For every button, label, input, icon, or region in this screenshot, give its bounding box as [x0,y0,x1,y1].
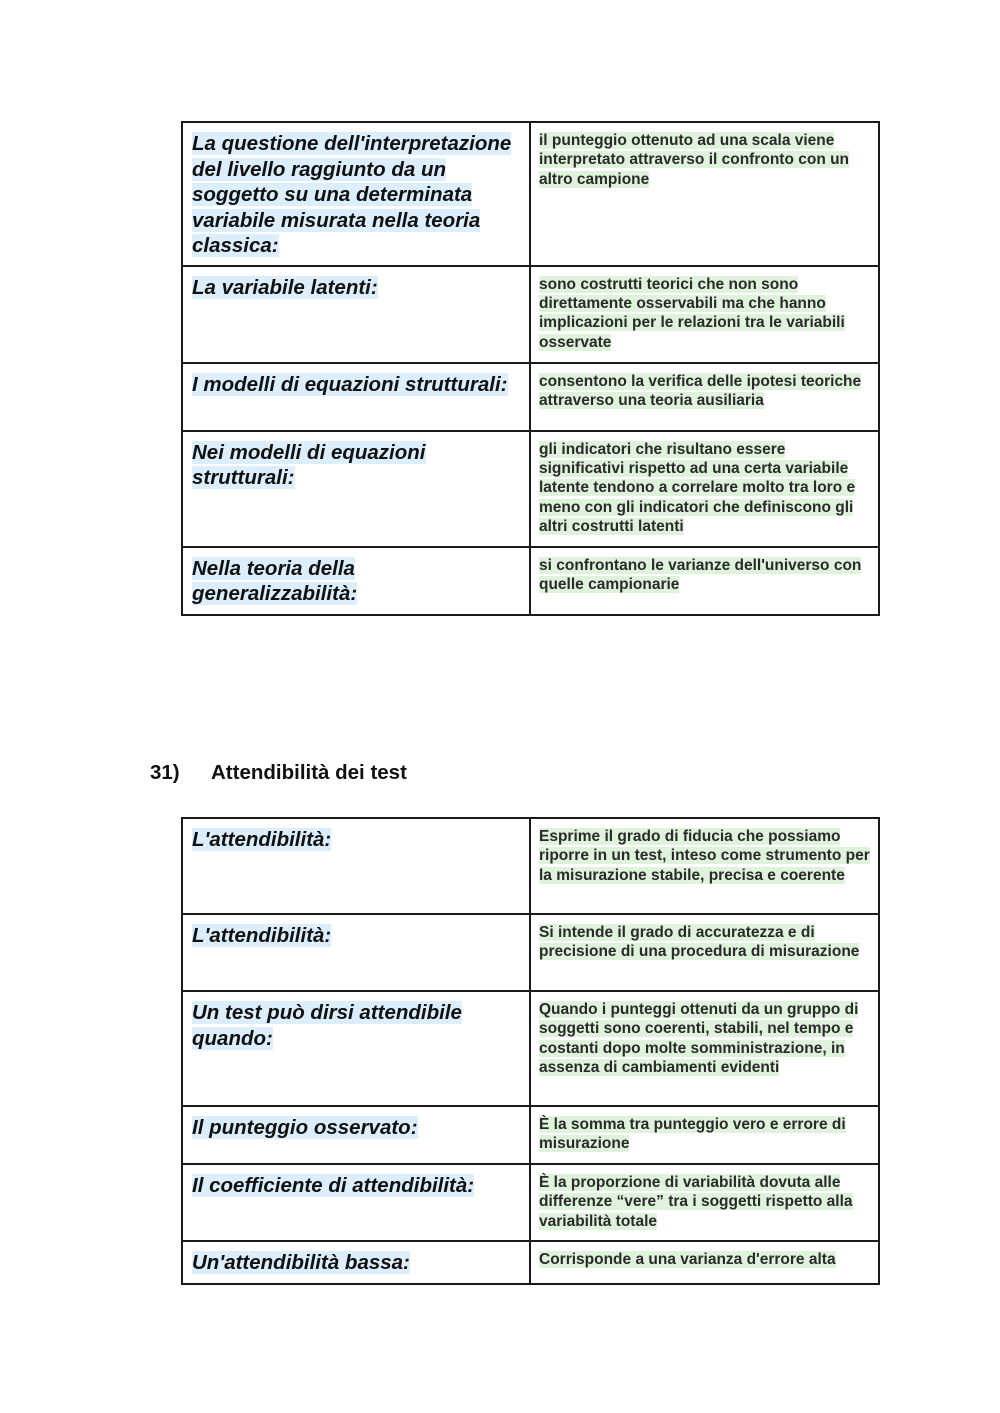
question-text: L'attendibilità: [192,924,332,947]
question-cell [182,431,530,547]
table-row [182,991,879,1106]
answer-text: sono costrutti teorici che non sono direttamente osservabili ma che hanno implicazioni per le relazioni tra le variabili osservate [539,275,845,351]
qa-table-2 [181,817,880,1285]
table-row [182,818,879,914]
question-text: La variabile latenti: [192,275,378,299]
answer-cell [530,122,879,266]
question-text: Il punteggio osservato: [192,1116,418,1139]
answer-cell [530,1241,879,1284]
question-text: Nei modelli di equazioni strutturali: [192,440,426,489]
question-cell [182,818,530,914]
question-cell [182,122,530,266]
question-cell [182,914,530,991]
section-title: Attendibilità dei test [211,761,407,784]
question-cell [182,363,530,431]
answer-text: Esprime il grado di fiducia che possiamo riporre in un test, inteso come strumento per la misurazione stabile, precisa e coerente [539,828,870,884]
answer-text: gli indicatori che risultano essere significativi rispetto ad una certa variabile latente tendono a correlare molto tra loro e meno con gli indicatori che definiscono gli altri costrutti latenti [539,440,856,536]
table-row [182,1241,879,1284]
answer-text: consentono la verifica delle ipotesi teoriche attraverso una teoria ausiliaria [539,372,862,409]
question-cell [182,1164,530,1241]
answer-cell [530,431,879,547]
answer-text: Corrisponde a una varianza d'errore alta [539,1251,836,1268]
table-row [182,1106,879,1164]
table-row [182,547,879,615]
table-row [182,122,879,266]
question-cell [182,1241,530,1284]
question-cell [182,1106,530,1164]
table-row [182,266,879,363]
question-text: Il coefficiente di attendibilità: [192,1174,475,1197]
answer-text: È la proporzione di variabilità dovuta alle differenze “vere” tra i soggetti rispetto alla variabilità totale [539,1174,853,1230]
answer-text: Si intende il grado di accuratezza e di precisione di una procedura di misurazione [539,924,860,961]
question-text: Un'attendibilità bassa: [192,1251,410,1274]
section-heading [150,760,407,786]
question-text: La questione dell'interpretazione del livello raggiunto da un soggetto su una determinata variabile misurata nella teoria classica: [192,132,512,257]
answer-cell [530,1106,879,1164]
section-number: 31) [150,761,180,784]
answer-cell [530,547,879,615]
answer-cell [530,266,879,363]
question-cell [182,266,530,363]
answer-text: si confrontano le varianze dell'universo con quelle campionarie [539,556,862,593]
answer-cell [530,1164,879,1241]
qa-table-1 [181,121,880,616]
table-row [182,1164,879,1241]
table-row [182,363,879,431]
question-cell [182,547,530,615]
question-text: L'attendibilità: [192,828,332,851]
question-text: I modelli di equazioni strutturali: [192,372,508,396]
table-row [182,431,879,547]
question-text: Nella teoria della generalizzabilità: [192,556,358,605]
table-row [182,914,879,991]
answer-cell [530,991,879,1106]
question-text: Un test può dirsi attendibile quando: [192,1001,462,1050]
answer-text: Quando i punteggi ottenuti da un gruppo di soggetti sono coerenti, stabili, nel tempo e costanti dopo molte somministrazione, in assenza di cambiamenti evidenti [539,1001,859,1077]
answer-cell [530,818,879,914]
answer-cell [530,363,879,431]
answer-cell [530,914,879,991]
answer-text: È la somma tra punteggio vero e errore di misurazione [539,1116,846,1153]
question-cell [182,991,530,1106]
answer-text: il punteggio ottenuto ad una scala viene interpretato attraverso il confronto con un altro campione [539,132,850,188]
